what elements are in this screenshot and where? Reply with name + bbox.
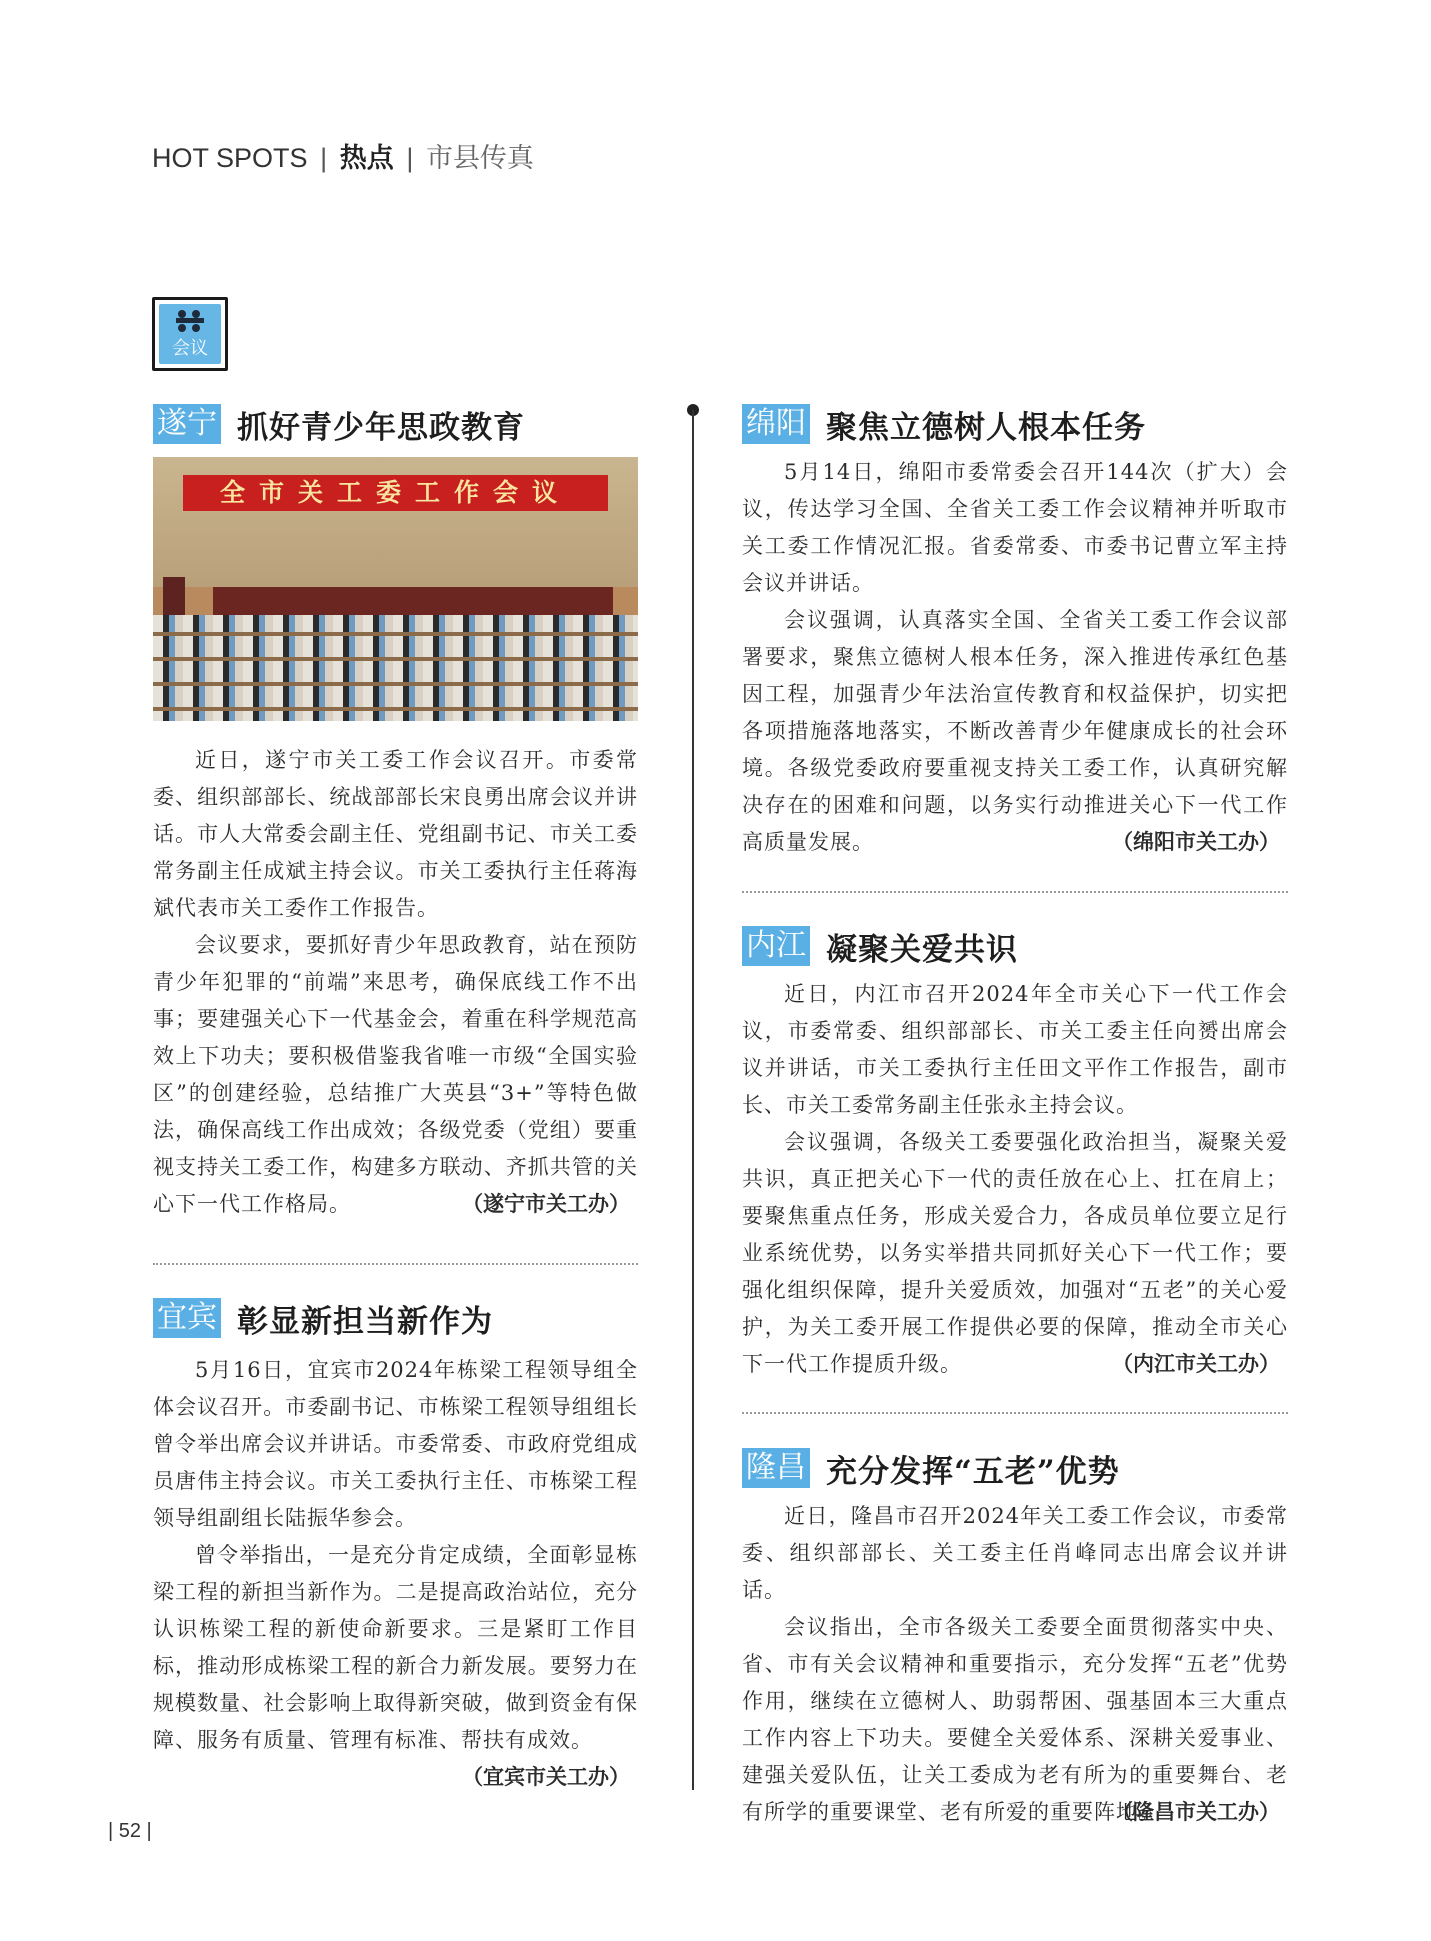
header-subsection: 市县传真 (425, 143, 534, 174)
header-separator: | (406, 143, 414, 173)
meeting-badge (152, 297, 228, 371)
article-paragraph: 5月16日，宜宾市2024年栋梁工程领导组全体会议召开。市委副书记、市栋梁工程领导组组长曾令举出席会议并讲话。市委常委、市政府党组成员唐伟主持会议。市关工委执行主任、市栋梁工程领导组副组长陆振华参会。 (153, 1358, 638, 1530)
article-title: 彰显新担当新作为 (237, 1303, 493, 1340)
article-title: 充分发挥“五老”优势 (826, 1453, 1120, 1490)
article-tag: 隆昌 (742, 1448, 810, 1488)
column-divider (692, 410, 694, 1790)
article-source: （遂宁市关工办） (462, 1192, 630, 1216)
article-tag: 绵阳 (742, 404, 810, 444)
article-paragraph: 曾令举指出，一是充分肯定成绩，全面彰显栋梁工程的新担当新作为。二是提高政治站位，充分认识栋梁工程的新使命新要求。三是紧盯工作目标，推动形成栋梁工程的新合力新发展。要努力在规模数量、社会影响上取得新突破，做到资金有保障、服务有质量、管理有标准、帮扶有成效。 (153, 1543, 638, 1752)
article-paragraph: 5月14日，绵阳市委常委会召开144次（扩大）会议，传达学习全国、全省关工委工作会议精神并听取市关工委工作情况汇报。省委常委、市委书记曹立军主持会议并讲话。 (742, 460, 1288, 595)
meeting-people-icon (178, 310, 202, 332)
article-paragraph: 会议强调，各级关工委要强化政治担当，凝聚关爱共识，真正把关心下一代的责任放在心上、扛在肩上；要聚焦重点任务，形成关爱合力，各成员单位要立足行业系统优势，以务实举措共同抓好关心下一代工作；要强化组织保障，提升关爱质效，加强对“五老”的关心爱护，为关工委开展工作提供必要的保障，推动全市关心下一代工作提质升级。 (742, 1130, 1288, 1376)
article-paragraph: 会议要求，要抓好青少年思政教育，站在预防青少年犯罪的“前端”来思考，确保底线工作不出事；要建强关心下一代基金会，着重在科学规范高效上下功夫；要积极借鉴我省唯一市级“全国实验区”的创建经验，总结推广大英县“3+”等特色做法，确保高线工作出成效；各级党委（党组）要重视支持关工委工作，构建多方联动、齐抓共管的关心下一代工作格局。 (153, 933, 638, 1216)
article-paragraph: 近日，遂宁市关工委工作会议召开。市委常委、组织部部长、统战部部长宋良勇出席会议并讲话。市人大常委会副主任、党组副书记、市关工委常务副主任成斌主持会议。市关工委执行主任蒋海斌代表市关工委作工作报告。 (153, 748, 638, 920)
article-source: （内江市关工办） (1112, 1352, 1280, 1376)
article-suining (153, 402, 638, 446)
meeting-photo (153, 457, 638, 721)
header-section: 热点 (339, 143, 394, 174)
article-paragraph: 近日，隆昌市召开2024年关工委工作会议，市委常委、组织部部长、关工委主任肖峰同志出席会议并讲话。 (742, 1504, 1288, 1602)
section-divider (742, 1412, 1288, 1414)
running-header (152, 136, 534, 175)
header-en: HOT SPOTS (152, 143, 308, 173)
page-number: | 52 | (108, 1820, 152, 1842)
article-tag: 宜宾 (153, 1298, 221, 1338)
article-source: （绵阳市关工办） (1112, 830, 1280, 854)
article-paragraph: 会议指出，全市各级关工委要全面贯彻落实中央、省、市有关会议精神和重要指示，充分发挥“五老”优势作用，继续在立德树人、助弱帮困、强基固本三大重点工作内容上下功夫。要健全关爱体系、深耕关爱事业、建强关爱队伍，让关工委成为老有所为的重要舞台、老有所学的重要课堂、老有所爱的重要阵地。 (742, 1615, 1288, 1824)
article-title: 抓好青少年思政教育 (237, 409, 525, 446)
article-source: （宜宾市关工办） (462, 1765, 630, 1789)
header-separator: | (320, 143, 328, 173)
section-divider (153, 1263, 638, 1265)
article-neijiang (742, 924, 1288, 1383)
section-divider (742, 891, 1288, 893)
article-paragraph: 会议强调，认真落实全国、全省关工委工作会议部署要求，聚焦立德树人根本任务，深入推进传承红色基因工程，加强青少年法治宣传教育和权益保护，切实把各项措施落地落实，不断改善青少年健康成长的社会环境。各级党委政府要重视支持关工委工作，认真研究解决存在的困难和问题，以务实行动推进关心下一代工作高质量发展。 (742, 608, 1288, 854)
article-title: 聚焦立德树人根本任务 (826, 409, 1146, 446)
article-tag: 内江 (742, 926, 810, 966)
badge-label: 会议 (172, 338, 208, 359)
article-tag: 遂宁 (153, 404, 221, 444)
article-source: （隆昌市关工办） (1112, 1800, 1280, 1824)
article-longchang (742, 1446, 1288, 1831)
photo-banner: 全市关工委工作会议 (183, 475, 608, 511)
article-yibin (153, 1296, 638, 1796)
article-paragraph: 近日，内江市召开2024年全市关心下一代工作会议，市委常委、组织部部长、市关工委主任向赟出席会议并讲话，市关工委执行主任田文平作工作报告，副市长、市关工委常务副主任张永主持会议。 (742, 982, 1288, 1117)
article-mianyang (742, 402, 1288, 861)
article-title: 凝聚关爱共识 (826, 931, 1018, 968)
article-suining-body (153, 742, 638, 1223)
